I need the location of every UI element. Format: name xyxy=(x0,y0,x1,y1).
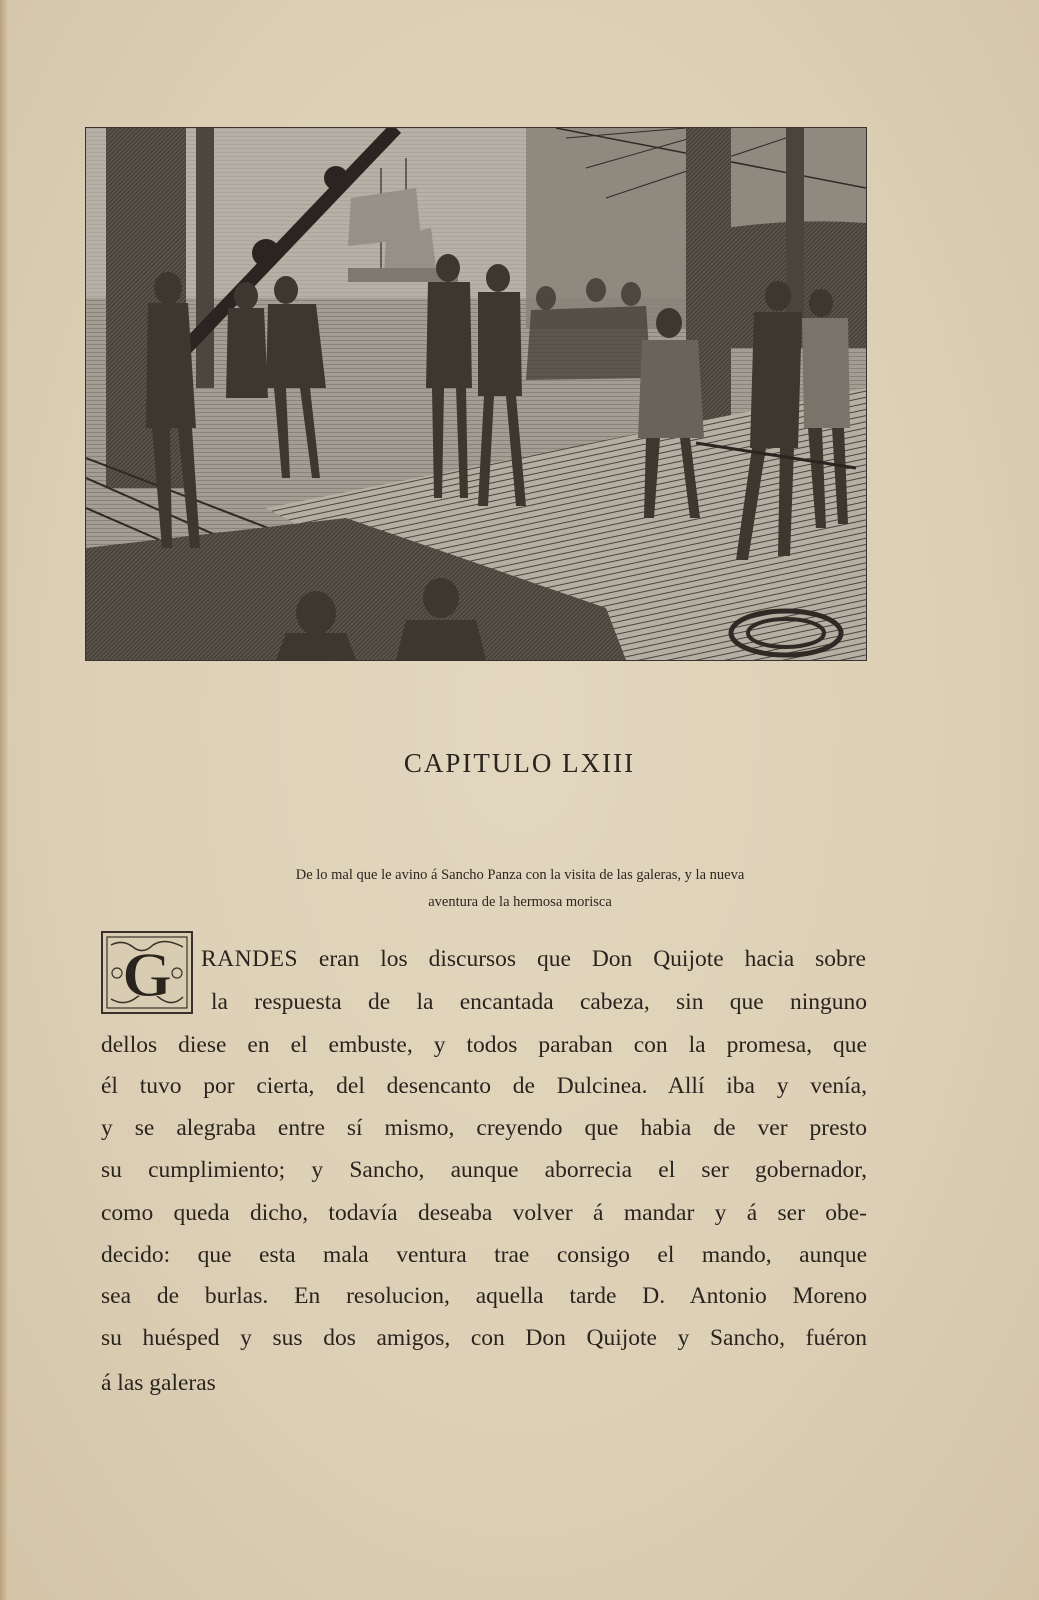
chapter-illustration xyxy=(85,127,867,661)
body-line-10: su huésped y sus dos amigos, con Don Quijote y Sancho, fuéron xyxy=(101,1325,867,1351)
body-line-7: como queda dicho, todavía deseaba volver á mandar y á ser obe- xyxy=(101,1200,867,1226)
first-word-rest: RANDES xyxy=(201,946,299,972)
chapter-title: CAPITULO LXIII xyxy=(403,748,636,778)
body-line-1 xyxy=(201,944,866,974)
body-line-3: dellos diese en el embuste, y todos paraban con la promesa, que xyxy=(101,1032,867,1058)
body-line-5: y se alegraba entre sí mismo, creyendo que habia de ver presto xyxy=(101,1115,867,1141)
body-line-2: la respuesta de la encantada cabeza, sin que ninguno xyxy=(211,989,867,1015)
page-spine-edge xyxy=(0,0,8,1600)
body-line-4: él tuvo por cierta, del desencanto de Dulcinea. Allí iba y venía, xyxy=(101,1073,867,1099)
body-line-6: su cumplimiento; y Sancho, aunque aborrecia el ser gobernador, xyxy=(101,1157,867,1183)
drop-cap-initial xyxy=(101,931,193,1014)
body-line-11: á las galeras xyxy=(101,1370,216,1396)
drop-cap-letter: G xyxy=(122,939,172,1010)
engraving-svg xyxy=(86,128,866,660)
summary-line: De lo mal que le avino á Sancho Panza con la visita de las galeras, y la nueva xyxy=(295,867,745,883)
ornament-icon xyxy=(103,933,191,1012)
line-text: eran los discursos que Don Quijote hacia sobre xyxy=(298,946,866,972)
chapter-summary xyxy=(160,862,880,916)
body-line-9: sea de burlas. En resolucion, aquella tarde D. Antonio Moreno xyxy=(101,1283,867,1309)
body-line-8: decido: que esta mala ventura trae consigo el mando, aunque xyxy=(101,1242,867,1268)
summary-line: aventura de la hermosa morisca xyxy=(428,894,612,910)
